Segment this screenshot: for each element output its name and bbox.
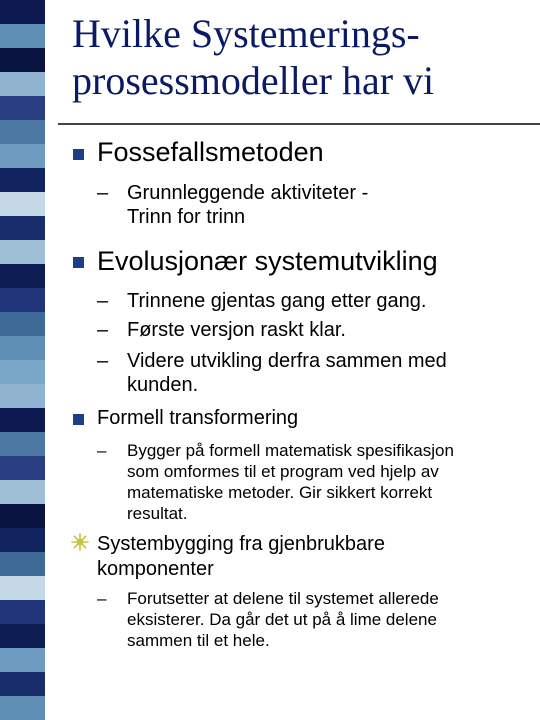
- sun-icon: [71, 533, 89, 551]
- sidebar-stripe: [0, 432, 45, 456]
- dash-marker: –: [97, 319, 109, 341]
- sidebar-stripe: [0, 600, 45, 624]
- sidebar-stripe: [0, 264, 45, 288]
- sidebar-stripe: [0, 576, 45, 600]
- sidebar-stripe: [0, 336, 45, 360]
- sidebar-stripe: [0, 168, 45, 192]
- sidebar-stripe: [0, 624, 45, 648]
- sidebar-stripe: [0, 0, 45, 24]
- sidebar-stripe: [0, 72, 45, 96]
- sidebar-stripe: [0, 192, 45, 216]
- title-line-1: Hvilke Systemerings-: [72, 11, 420, 56]
- sidebar-stripe: [0, 480, 45, 504]
- item-waterfall: Fossefallsmetoden: [97, 137, 324, 167]
- item-formal-transformation: Formell transformering: [97, 407, 299, 429]
- bullet-square-icon: [73, 414, 84, 425]
- item-evolutionary-sub-1: Trinnene gjentas gang etter gang.: [127, 290, 427, 312]
- item-evolutionary-sub-3-line-2: kunden.: [127, 374, 199, 396]
- title-divider: [58, 123, 540, 125]
- item-reuse-sub-line-1: Forutsetter at delene til systemet allerede: [127, 589, 439, 608]
- title-line-2: prosessmodeller har vi: [72, 58, 435, 103]
- item-component-reuse-line-1: Systembygging fra gjenbrukbare: [97, 533, 385, 555]
- item-formal-sub-line-1: Bygger på formell matematisk spesifikasjon: [127, 441, 454, 460]
- item-reuse-sub-line-3: sammen til et hele.: [127, 631, 270, 650]
- item-formal-sub-line-4: resultat.: [127, 504, 188, 523]
- bullet-square-icon: [73, 149, 84, 160]
- dash-marker: –: [97, 350, 109, 372]
- item-formal-sub-line-3: matematiske metoder. Gir sikkert korrekt: [127, 483, 433, 502]
- item-evolutionary-sub-3-line-1: Videre utvikling derfra sammen med: [127, 350, 447, 372]
- sidebar-stripe: [0, 120, 45, 144]
- sidebar-stripe: [0, 48, 45, 72]
- item-reuse-sub-line-2: eksisterer. Da går det ut på å lime delene: [127, 610, 437, 629]
- item-evolutionary-sub-2: Første versjon raskt klar.: [127, 319, 346, 341]
- sidebar-stripe: [0, 240, 45, 264]
- sidebar-stripe: [0, 216, 45, 240]
- sidebar-stripe: [0, 384, 45, 408]
- sidebar-stripe: [0, 552, 45, 576]
- slide-title: [72, 10, 532, 104]
- sidebar-stripe: [0, 408, 45, 432]
- dash-marker: –: [97, 290, 109, 312]
- dash-marker: –: [97, 441, 107, 460]
- sidebar-stripe: [0, 288, 45, 312]
- item-waterfall-sub-line-2: Trinn for trinn: [127, 206, 246, 228]
- sidebar-stripe: [0, 24, 45, 48]
- sidebar-stripe: [0, 696, 45, 720]
- sidebar-stripe: [0, 528, 45, 552]
- item-evolutionary: Evolusjonær systemutvikling: [97, 246, 438, 276]
- sidebar-stripe: [0, 648, 45, 672]
- sidebar-stripe: [0, 312, 45, 336]
- dash-marker: –: [97, 182, 109, 204]
- dash-marker: –: [97, 589, 107, 608]
- item-formal-sub-line-2: som omformes til et program ved hjelp av: [127, 462, 439, 481]
- item-component-reuse-line-2: komponenter: [97, 558, 214, 580]
- sidebar-stripe: [0, 672, 45, 696]
- bullet-square-icon: [73, 257, 84, 268]
- item-waterfall-sub-line-1: Grunnleggende aktiviteter -: [127, 182, 369, 204]
- sidebar-stripe: [0, 360, 45, 384]
- sidebar-stripe: [0, 456, 45, 480]
- sidebar-stripe: [0, 144, 45, 168]
- sidebar-stripe: [0, 504, 45, 528]
- decorative-sidebar: [0, 0, 45, 720]
- sidebar-stripe: [0, 96, 45, 120]
